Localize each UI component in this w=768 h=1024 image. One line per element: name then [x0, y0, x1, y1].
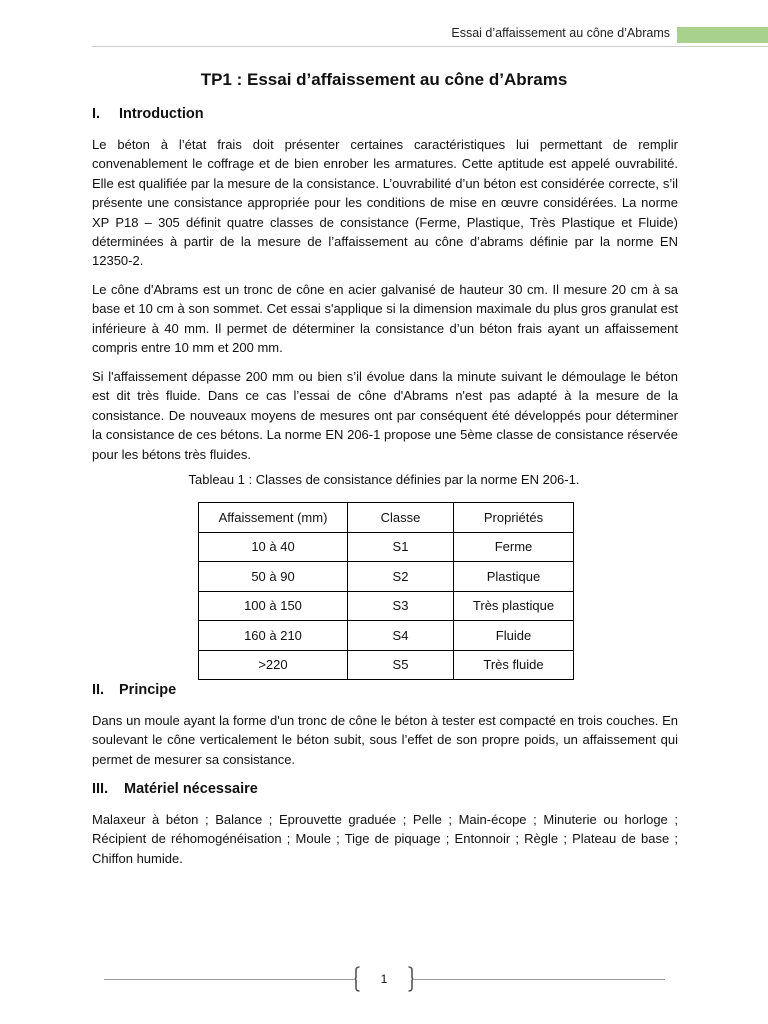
- section-number: I.: [92, 106, 101, 122]
- paragraph-intro-2: Le cône d'Abrams est un tronc de cône en acier galvanisé de hauteur 30 cm. Il mesure 20 cm à sa base et 10 cm à son sommet. Cet essai s'applique si la dimension maximale du plus gros granulat est inférieure à 40 mm. Il permet de déterminer la consistance d’un béton frais ayant un affaissement compris entre 10 mm et 200 mm.: [92, 282, 678, 356]
- table-cell: 10 à 40: [199, 532, 348, 562]
- table-row: [199, 562, 574, 592]
- section-number: III.: [92, 781, 109, 797]
- table-cell: Très plastique: [454, 591, 574, 621]
- table-cell: Plastique: [454, 562, 574, 592]
- table-row: [199, 650, 574, 680]
- paragraph-intro-3: Si l'affaissement dépasse 200 mm ou bien s’il évolue dans la minute suivant le démoulage le béton est dit très fluide. Dans ce cas l’essai de cône d'Abrams n'est pas adapté à la mesure de la consistance. De nouveaux moyens de mesures ont par conséquent été développés pour déterminer la consistance de ces bétons. La norme EN 206-1 propose une 5ème classe de consistance réservée pour les bétons très fluides.: [92, 369, 678, 462]
- table-header-cell: Propriétés: [454, 503, 574, 533]
- table-cell: Ferme: [454, 532, 574, 562]
- table-cell: S2: [348, 562, 454, 592]
- running-header-title: Essai d’affaissement au cône d’Abrams: [451, 26, 670, 40]
- table-cell: 100 à 150: [199, 591, 348, 621]
- paragraph-principe: Dans un moule ayant la forme d'un tronc de cône le béton à tester est compacté en trois couches. En soulevant le cône verticalement le béton subit, sous l’effet de son propre poids, un affaissement qui permet de mesurer sa consistance.: [92, 713, 678, 767]
- table-caption: Tableau 1 : Classes de consistance définies par la norme EN 206-1.: [188, 472, 580, 487]
- table-cell: Très fluide: [454, 650, 574, 680]
- paragraph-materiel: Malaxeur à béton ; Balance ; Eprouvette graduée ; Pelle ; Main-écope ; Minuterie ou horloge ; Récipient de réhomogénéisation ; Moule ; Tige de piquage ; Entonnoir ; Règle ; Plateau de base ; Chiffon humide.: [92, 812, 678, 866]
- footer-rule-left: [104, 979, 354, 980]
- section-title: Introduction: [119, 106, 204, 122]
- section-number: II.: [92, 682, 105, 698]
- section-heading-principe: [92, 682, 176, 698]
- table-cell: >220: [199, 650, 348, 680]
- table-row: [199, 621, 574, 651]
- header-accent-bar: [677, 27, 768, 43]
- table-header-cell: Classe: [348, 503, 454, 533]
- table-cell: S4: [348, 621, 454, 651]
- table-cell: S1: [348, 532, 454, 562]
- section-title: Matériel nécessaire: [124, 781, 258, 797]
- header-rule: [92, 46, 768, 47]
- table-cell: S3: [348, 591, 454, 621]
- section-heading-materiel: [92, 781, 258, 797]
- footer-rule-right: [414, 979, 665, 980]
- right-brace-icon: [408, 966, 414, 992]
- table-row: [199, 591, 574, 621]
- table-cell: S5: [348, 650, 454, 680]
- section-title: Principe: [119, 682, 177, 698]
- left-brace-icon: [354, 966, 360, 992]
- paragraph-intro-1: Le béton à l’état frais doit présenter certaines caractéristiques lui permettant de remplir convenablement le coffrage et de bien enrober les armatures. Cette aptitude est appelé ouvrabilité. Elle est qualifiée par la mesure de la consistance. L’ouvrabilité d’un béton est considérée correcte, s’il présente une consistance appropriée pour les conditions de mise en œuvre considérées. La norme XP P18 – 305 définit quatre classes de consistance (Ferme, Plastique, Très Plastique et Fluide) déterminées à partir de la mesure de l’affaissement au cône d’abrams définie par la norme EN 12350-2.: [92, 137, 678, 269]
- document-title: TP1 : Essai d’affaissement au cône d’Abrams: [200, 70, 568, 89]
- page-number: 1: [380, 972, 388, 986]
- table-header-cell: Affaissement (mm): [199, 503, 348, 533]
- table-row: [199, 532, 574, 562]
- consistency-classes-table: [198, 502, 574, 680]
- table-cell: Fluide: [454, 621, 574, 651]
- table-cell: 50 à 90: [199, 562, 348, 592]
- table-header-row: [199, 503, 574, 533]
- table-cell: 160 à 210: [199, 621, 348, 651]
- section-heading-introduction: [92, 106, 204, 122]
